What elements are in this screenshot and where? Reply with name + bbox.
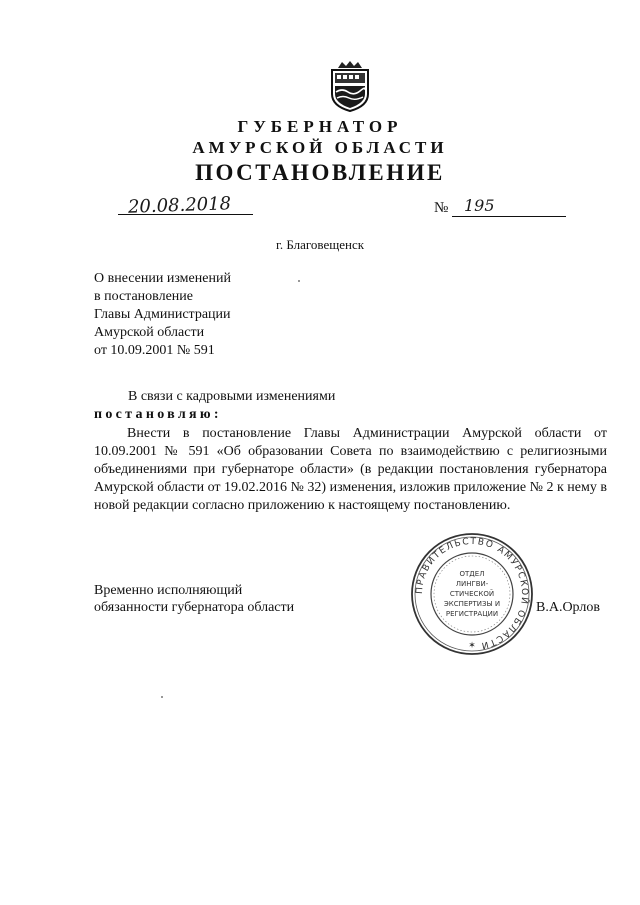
subject-line: О внесении изменений: [94, 271, 231, 286]
stamp-outer-text: ПРАВИТЕЛЬСТВО АМУРСКОЙ ОБЛАСТИ: [414, 536, 530, 651]
signer-name: В.А.Орлов: [536, 600, 600, 615]
signer-position: обязанности губернатора области: [94, 600, 295, 615]
stamp-star: ✶: [468, 640, 476, 650]
subject-line: в постановление: [94, 289, 193, 304]
intro-paragraph: В связи с кадровыми изменениями: [128, 389, 336, 404]
stamp-inner-text: ЛИНГВИ-: [455, 580, 489, 588]
region-title: АМУРСКОЙ ОБЛАСТИ: [192, 138, 448, 157]
stamp-inner-text: ЭКСПЕРТИЗЫ И: [443, 600, 501, 608]
subject-line: от 10.09.2001 № 591: [94, 343, 215, 358]
document-date: 20.08.2018: [127, 193, 232, 218]
subject-line: Главы Администрации: [94, 307, 231, 322]
number-label: №: [434, 200, 449, 216]
city-name: г. Благовещенск: [275, 237, 365, 252]
authority-title: ГУБЕРНАТОР: [237, 117, 403, 136]
subject-line: Амурской области: [94, 325, 205, 340]
scan-speck: [161, 696, 163, 698]
stamp-inner-text: ОТДЕЛ: [459, 570, 485, 578]
document-number: 195: [464, 196, 495, 215]
main-paragraph: Внести в постановление Главы Администрации Амурской области от 10.09.2001 № 591 «Об образовании Совета по взаимодействию с религиозными объединениями при губернаторе области» (в редакции постановления губернатора Амурской области от 19.02.2016 № 32) изменения, изложив приложение № 2 к нему в новой редакции согласно приложению к настоящему постановлению.: [94, 426, 607, 513]
subject-block: [94, 270, 231, 360]
number-underline: [452, 215, 566, 217]
coat-of-arms-icon: [328, 60, 372, 112]
official-stamp: [410, 532, 534, 656]
scan-speck: [298, 280, 300, 282]
stamp-inner-text: СТИЧЕСКОЙ: [449, 590, 495, 598]
resolve-word: постановляю:: [94, 407, 222, 422]
signer-position: Временно исполняющий: [94, 583, 243, 598]
document-type: ПОСТАНОВЛЕНИЕ: [195, 160, 445, 185]
stamp-inner-text: РЕГИСТРАЦИИ: [445, 610, 499, 618]
